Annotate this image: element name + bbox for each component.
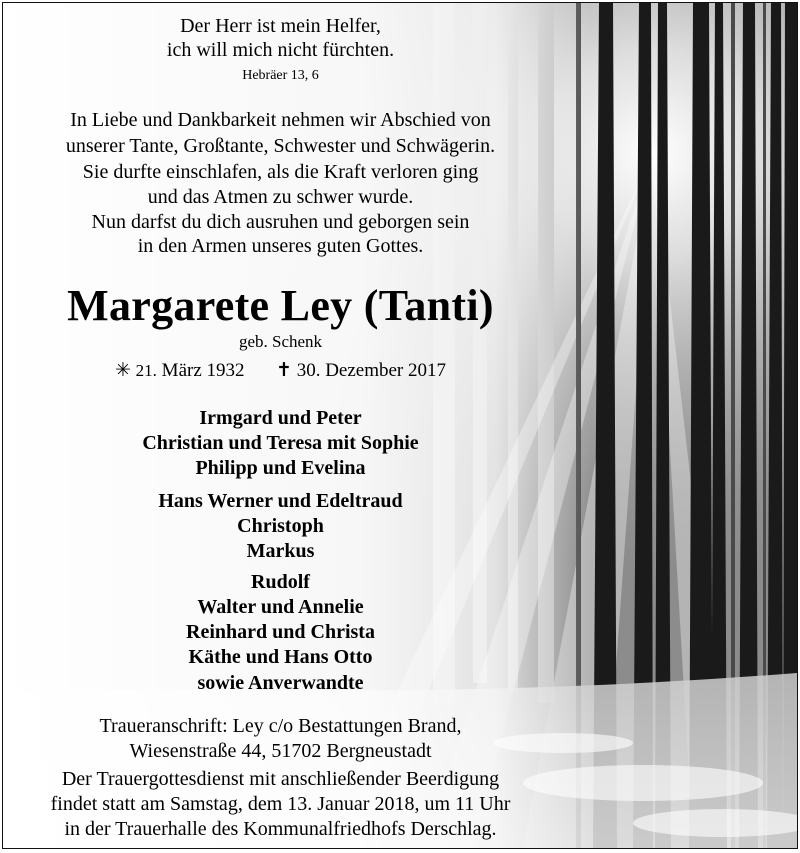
verse-reference: Hebräer 13, 6: [242, 68, 319, 83]
birth-day: 21.: [135, 361, 157, 380]
family-member: Walter und Annelie: [197, 596, 364, 618]
family-member: Markus: [246, 540, 315, 562]
verse-line-2: ich will mich nicht fürchten.: [166, 39, 395, 61]
family-member: Irmgard und Peter: [199, 407, 362, 429]
birth-date: März 1932: [161, 360, 245, 381]
notice-text-column: [3, 3, 558, 848]
deceased-name: Margarete Ley (Tanti): [67, 281, 494, 330]
family-member: Christian und Teresa mit Sophie: [142, 432, 419, 454]
farewell-text-line: in den Armen unseres guten Gottes.: [137, 235, 424, 257]
farewell-text-line: In Liebe und Dankbarkeit nehmen wir Abschied von: [70, 109, 491, 131]
verse-line-1: Der Herr ist mein Helfer,: [180, 15, 381, 37]
life-dates: [3, 361, 558, 380]
family-member: Philipp und Evelina: [195, 457, 366, 479]
farewell-text-line: und das Atmen zu schwer wurde.: [147, 186, 414, 208]
service-info: Der Trauergottesdienst mit anschließender Beerdigung: [61, 768, 500, 790]
service-info: in der Trauerhalle des Kommunalfriedhofs Derschlag.: [64, 818, 497, 840]
death-cross-icon: ✝: [276, 360, 292, 381]
family-member: Hans Werner und Edeltraud: [158, 490, 403, 512]
farewell-text-line: Nun darfst du dich ausruhen und geborgen sein: [91, 211, 470, 233]
mourning-address: Wiesenstraße 44, 51702 Bergneustadt: [129, 740, 432, 762]
farewell-text-line: Sie durfte einschlafen, als die Kraft verloren ging: [82, 161, 479, 183]
service-info: findet statt am Samstag, dem 13. Januar 2018, um 11 Uhr: [50, 793, 511, 815]
obituary-notice: [2, 2, 798, 849]
farewell-text-line: unserer Tante, Großtante, Schwester und Schwägerin.: [65, 135, 496, 157]
family-member: Reinhard und Christa: [186, 621, 375, 643]
birth-name: geb. Schenk: [238, 332, 323, 351]
family-member: sowie Anverwandte: [197, 672, 364, 694]
birth-star-icon: ✳: [115, 360, 131, 381]
family-member: Käthe und Hans Otto: [188, 646, 373, 668]
family-member: Christoph: [237, 515, 324, 537]
death-date: 30. Dezember 2017: [296, 360, 446, 381]
family-member: Rudolf: [251, 571, 310, 593]
mourning-address: Traueranschrift: Ley c/o Bestattungen Brand,: [99, 715, 462, 737]
